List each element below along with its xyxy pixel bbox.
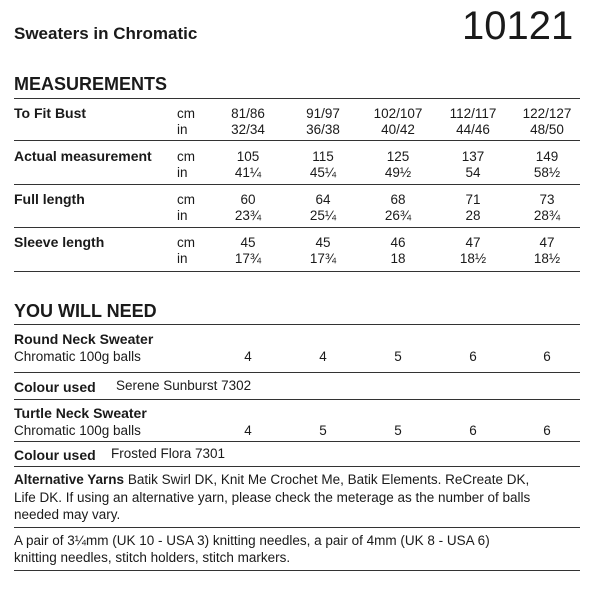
yarn-label: Chromatic 100g balls: [14, 423, 141, 438]
value-in: 45¼: [309, 165, 337, 180]
value-in: 28¾: [533, 208, 561, 223]
unit-in: in: [177, 208, 188, 223]
ball-count: 6: [469, 423, 477, 438]
ball-count: 4: [319, 349, 327, 364]
alternative-yarns-line3: needed may vary.: [14, 507, 121, 522]
colour-used-value: Serene Sunburst 7302: [116, 378, 252, 393]
unit-cm: cm: [177, 149, 195, 164]
divider: [14, 399, 580, 400]
value-in: 48/50: [530, 122, 564, 137]
value-cm: 45: [240, 235, 256, 250]
unit-in: in: [177, 165, 188, 180]
row-label: Sleeve length: [14, 234, 105, 250]
value-in: 17¾: [234, 251, 262, 266]
divider: [14, 372, 580, 373]
value-cm: 46: [390, 235, 406, 250]
colour-used-value: Frosted Flora 7301: [111, 446, 226, 461]
needles-line1: A pair of 3¼mm (UK 10 - USA 3) knitting needles, a pair of 4mm (UK 8 - USA 6): [14, 533, 490, 548]
value-cm: 64: [315, 192, 331, 207]
value-in: 44/46: [456, 122, 490, 137]
alternative-yarns-line1: Batik Swirl DK, Knit Me Crochet Me, Batik Elements. ReCreate DK,: [127, 472, 530, 487]
value-cm: 105: [236, 149, 260, 164]
value-cm: 60: [240, 192, 256, 207]
ball-count: 6: [543, 349, 551, 364]
value-in: 18½: [459, 251, 487, 266]
ball-count: 5: [319, 423, 327, 438]
unit-in: in: [177, 251, 188, 266]
value-in: 49½: [384, 165, 412, 180]
ball-count: 6: [543, 423, 551, 438]
alternative-yarns-line2: Life DK. If using an alternative yarn, please check the meterage as the number of balls: [14, 490, 531, 505]
value-cm: 112/117: [449, 106, 497, 121]
divider: [14, 271, 580, 272]
ball-count: 5: [394, 349, 402, 364]
colour-used-label: Colour used: [14, 447, 96, 463]
value-cm: 47: [465, 235, 481, 250]
round-neck-title: Round Neck Sweater: [14, 331, 154, 347]
value-cm: 73: [539, 192, 555, 207]
value-in: 28: [465, 208, 481, 223]
value-cm: 149: [535, 149, 559, 164]
ball-count: 4: [244, 423, 252, 438]
unit-in: in: [177, 122, 188, 137]
divider: [14, 98, 580, 99]
value-cm: 68: [390, 192, 406, 207]
unit-cm: cm: [177, 235, 195, 250]
divider: [14, 140, 580, 141]
row-label: Actual measurement: [14, 148, 152, 164]
value-in: 25¼: [309, 208, 337, 223]
value-cm: 45: [315, 235, 331, 250]
pattern-title: Sweaters in Chromatic: [14, 24, 198, 43]
value-cm: 115: [312, 149, 334, 164]
value-in: 23¾: [234, 208, 262, 223]
divider: [14, 527, 580, 528]
you-will-need-heading: YOU WILL NEED: [14, 301, 157, 321]
unit-cm: cm: [177, 192, 195, 207]
value-in: 17¾: [309, 251, 337, 266]
value-cm: 71: [465, 192, 481, 207]
row-label: To Fit Bust: [14, 105, 87, 121]
value-cm: 137: [461, 149, 485, 164]
divider: [14, 184, 580, 185]
alternative-yarns-label: Alternative Yarns: [14, 472, 125, 487]
unit-cm: cm: [177, 106, 195, 121]
value-in: 36/38: [306, 122, 340, 137]
measurements-heading: MEASUREMENTS: [14, 74, 168, 94]
value-cm: 102/107: [373, 106, 423, 121]
pattern-number: 10121: [462, 4, 574, 48]
value-cm: 91/97: [306, 106, 340, 121]
value-in: 58½: [533, 165, 561, 180]
divider: [14, 227, 580, 228]
value-cm: 81/86: [231, 106, 265, 121]
value-cm: 47: [539, 235, 555, 250]
value-in: 54: [465, 165, 481, 180]
divider: [14, 570, 580, 571]
value-cm: 125: [386, 149, 410, 164]
value-in: 18½: [533, 251, 561, 266]
ball-count: 6: [469, 349, 477, 364]
colour-used-label: Colour used: [14, 379, 96, 395]
value-in: 18: [390, 251, 406, 266]
row-label: Full length: [14, 191, 85, 207]
divider: [14, 466, 580, 467]
value-in: 32/34: [231, 122, 265, 137]
yarn-label: Chromatic 100g balls: [14, 349, 141, 364]
value-cm: 122/127: [522, 106, 572, 121]
value-in: 41¼: [234, 165, 262, 180]
needles-line2: knitting needles, stitch holders, stitch markers.: [14, 550, 291, 565]
divider: [14, 441, 580, 442]
turtle-neck-title: Turtle Neck Sweater: [14, 405, 147, 421]
value-in: 40/42: [381, 122, 415, 137]
divider: [14, 324, 580, 325]
value-in: 26¾: [384, 208, 412, 223]
ball-count: 4: [244, 349, 252, 364]
ball-count: 5: [394, 423, 402, 438]
